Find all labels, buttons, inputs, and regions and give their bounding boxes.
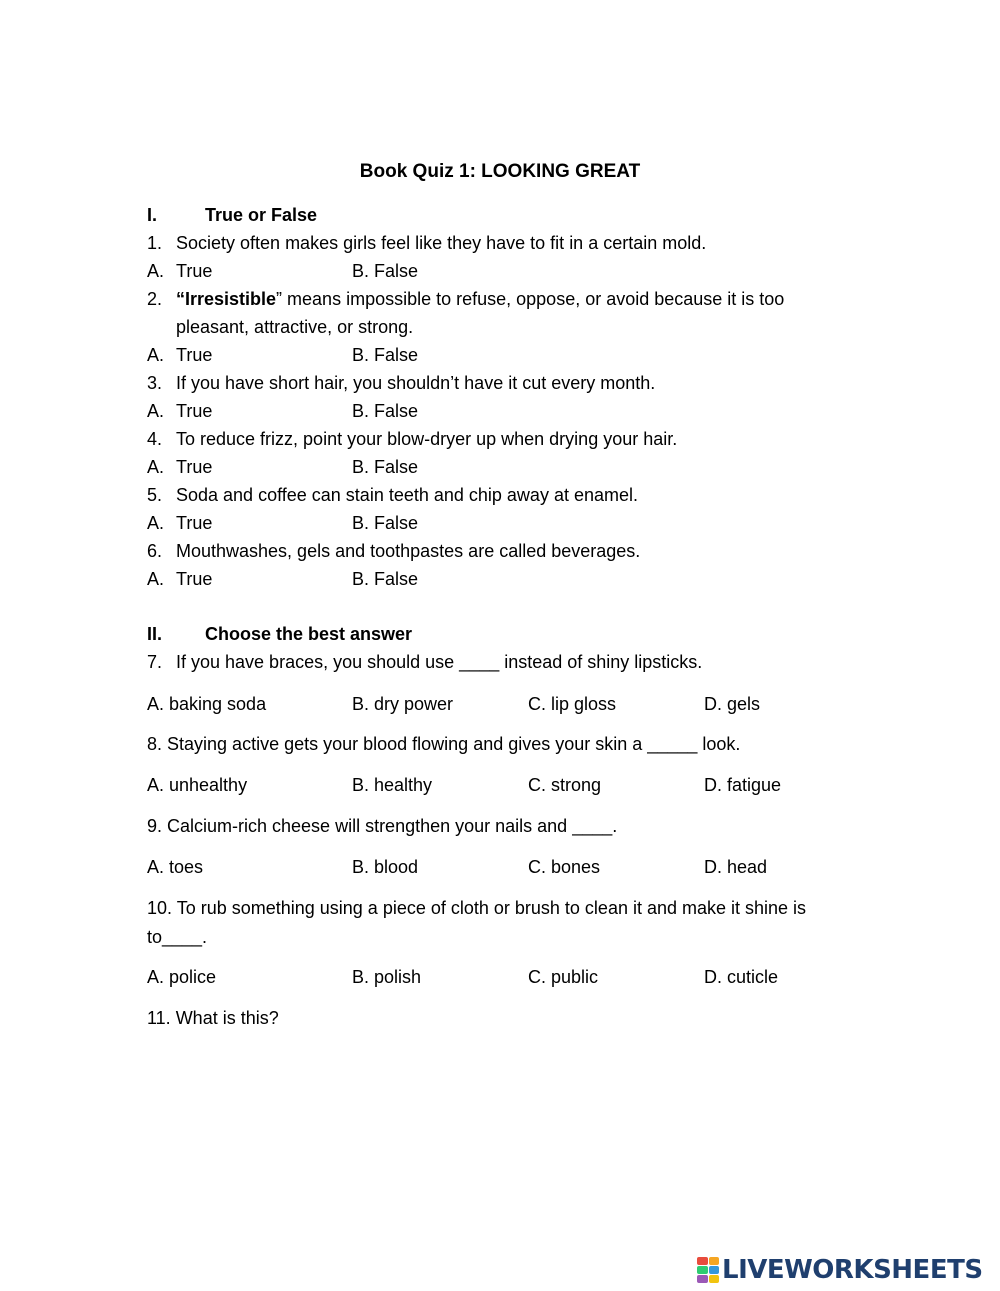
question-1-text: Society often makes girls feel like they have to fit in a certain mold.	[176, 233, 707, 253]
page-title: Book Quiz 1: LOOKING GREAT	[359, 161, 641, 182]
question-10-option-d: D. cuticle	[704, 967, 779, 987]
question-9-option-b: B. blood	[352, 857, 419, 877]
question-3-number: 3.	[147, 373, 163, 393]
question-9-option-a: A. toes	[147, 857, 204, 877]
question-2-text-continued: pleasant, attractive, or strong.	[176, 317, 414, 337]
question-10-text: 10. To rub something using a piece of cloth or brush to clean it and make it shine is	[147, 898, 807, 918]
question-1-option-b: B. False	[352, 261, 419, 281]
question-4-option-a-letter: A.	[147, 457, 165, 477]
section-2-label: Choose the best answer	[205, 624, 413, 644]
question-9-option-c: C. bones	[528, 857, 601, 877]
liveworksheets-logo-text: LIVEWORKSHEETS	[722, 1255, 983, 1285]
question-6-text: Mouthwashes, gels and toothpastes are called beverages.	[176, 541, 641, 561]
question-8-option-a: A. unhealthy	[147, 775, 248, 795]
question-7-option-b: B. dry power	[352, 694, 454, 714]
question-2-definition: ” means impossible to refuse, oppose, or avoid because it is too	[276, 289, 785, 309]
question-8-option-c: C. strong	[528, 775, 602, 795]
question-10-option-a: A. police	[147, 967, 217, 987]
question-2-term: “Irresistible	[176, 289, 277, 309]
question-4-text: To reduce frizz, point your blow-dryer up when drying your hair.	[176, 429, 678, 449]
logo-tile	[697, 1266, 708, 1274]
logo-tile	[697, 1257, 708, 1265]
question-2-text	[176, 289, 784, 310]
question-9-text: 9. Calcium-rich cheese will strengthen your nails and ____.	[147, 816, 618, 836]
logo-tile	[709, 1266, 720, 1274]
question-5-number: 5.	[147, 485, 163, 505]
question-7-text: If you have braces, you should use ____ instead of shiny lipsticks.	[176, 652, 703, 672]
question-7-option-a: A. baking soda	[147, 694, 267, 714]
logo-tile	[709, 1275, 720, 1283]
question-6-option-a-letter: A.	[147, 569, 165, 589]
question-1-option-a: True	[176, 261, 213, 281]
logo-tile	[709, 1257, 720, 1265]
question-8-option-d: D. fatigue	[704, 775, 782, 795]
question-3-option-a-letter: A.	[147, 401, 165, 421]
question-5-option-a: True	[176, 513, 213, 533]
question-7-option-c: C. lip gloss	[528, 694, 617, 714]
question-3-option-b: B. False	[352, 401, 419, 421]
question-1-option-a-letter: A.	[147, 261, 165, 281]
question-5-text: Soda and coffee can stain teeth and chip away at enamel.	[176, 485, 638, 505]
question-6-option-a: True	[176, 569, 213, 589]
section-1-label: True or False	[205, 205, 318, 225]
question-8-option-b: B. healthy	[352, 775, 433, 795]
question-4-option-b: B. False	[352, 457, 419, 477]
question-4-number: 4.	[147, 429, 163, 449]
question-7-number: 7.	[147, 652, 163, 672]
question-9-option-d: D. head	[704, 857, 768, 877]
question-2-option-a-letter: A.	[147, 345, 165, 365]
question-2-option-a: True	[176, 345, 213, 365]
liveworksheets-logo	[697, 1255, 983, 1285]
liveworksheets-logo-icon	[697, 1257, 719, 1283]
question-2-option-b: B. False	[352, 345, 419, 365]
question-3-text: If you have short hair, you shouldn’t have it cut every month.	[176, 373, 656, 393]
question-6-number: 6.	[147, 541, 163, 561]
question-3-option-a: True	[176, 401, 213, 421]
question-5-option-a-letter: A.	[147, 513, 165, 533]
question-2-number: 2.	[147, 289, 163, 309]
question-6-option-b: B. False	[352, 569, 419, 589]
logo-tile	[697, 1275, 708, 1283]
question-10-text-continued: to____.	[147, 927, 208, 947]
question-8-text: 8. Staying active gets your blood flowing and gives your skin a _____ look.	[147, 734, 741, 754]
section-2-number: II.	[147, 624, 163, 644]
question-11-text: 11. What is this?	[147, 1008, 279, 1028]
question-10-option-b: B. polish	[352, 967, 422, 987]
section-1-number: I.	[147, 205, 158, 225]
question-10-option-c: C. public	[528, 967, 599, 987]
question-1-number: 1.	[147, 233, 163, 253]
question-5-option-b: B. False	[352, 513, 419, 533]
question-7-option-d: D. gels	[704, 694, 761, 714]
question-4-option-a: True	[176, 457, 213, 477]
